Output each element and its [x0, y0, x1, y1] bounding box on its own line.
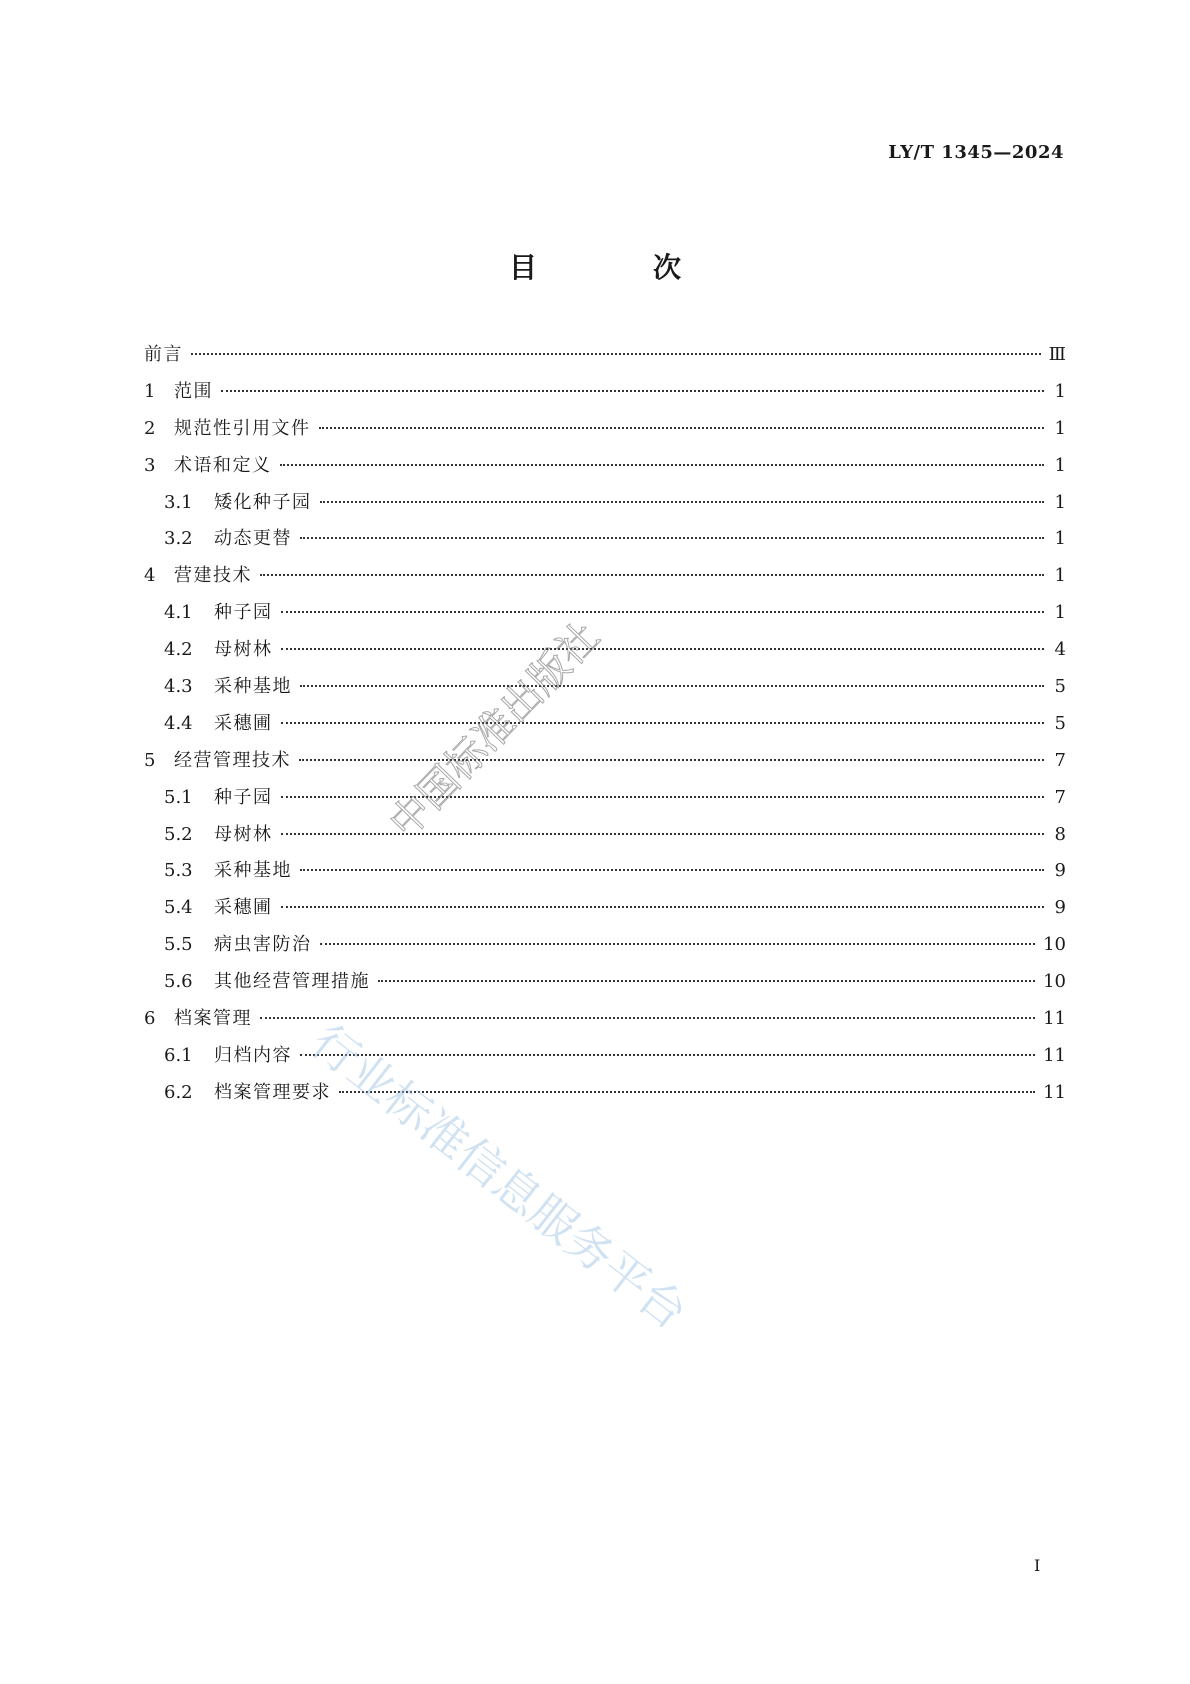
- toc-entry[interactable]: [144, 598, 1066, 635]
- toc-entry[interactable]: [144, 709, 1066, 746]
- toc-entry[interactable]: [144, 524, 1066, 561]
- toc-dot-leader: [319, 427, 1045, 429]
- toc-entry-page: 10: [1043, 971, 1066, 993]
- toc-entry-label: 档案管理要求: [214, 1081, 331, 1103]
- toc-entry[interactable]: [144, 488, 1066, 525]
- toc-dot-leader: [281, 796, 1045, 798]
- toc-entry-number: 5.4: [164, 897, 193, 919]
- toc-dot-leader: [320, 943, 1036, 945]
- toc-entry-label: 其他经营管理措施: [214, 971, 370, 993]
- toc-entry[interactable]: [144, 856, 1066, 893]
- toc-entry-number: 2: [144, 417, 156, 439]
- table-of-contents: [144, 340, 1066, 1115]
- toc-entry-label: 归档内容: [214, 1044, 292, 1066]
- toc-entry-label: 采种基地: [214, 676, 292, 698]
- toc-entry-page: 1: [1054, 454, 1066, 476]
- toc-entry-label: 种子园: [214, 602, 273, 624]
- toc-dot-leader: [191, 353, 1041, 355]
- toc-entry-label: 采种基地: [214, 860, 292, 882]
- toc-entry-label: 采穗圃: [214, 897, 273, 919]
- toc-entry-number: 3.2: [164, 528, 193, 550]
- toc-entry[interactable]: [144, 561, 1066, 598]
- toc-dot-leader: [300, 869, 1044, 871]
- toc-dot-leader: [320, 501, 1045, 503]
- toc-entry-page: 5: [1054, 676, 1066, 698]
- toc-entry-label: 档案管理: [174, 1008, 252, 1030]
- toc-entry[interactable]: [144, 783, 1066, 820]
- toc-entry[interactable]: [144, 1004, 1066, 1041]
- toc-entry-page: 4: [1054, 639, 1066, 661]
- toc-entry[interactable]: [144, 340, 1066, 377]
- toc-dot-leader: [281, 611, 1045, 613]
- toc-entry[interactable]: [144, 930, 1066, 967]
- toc-dot-leader: [281, 906, 1045, 908]
- watermark-platform: 行业标准信息服务平台: [301, 1014, 698, 1340]
- toc-entry-number: 5.6: [164, 971, 193, 993]
- toc-entry-page: 5: [1054, 712, 1066, 734]
- toc-entry[interactable]: [144, 1041, 1066, 1078]
- toc-entry-number: 5: [144, 749, 156, 771]
- watermark-publisher: 中国标准出版社: [380, 613, 609, 847]
- toc-entry-page: Ⅲ: [1048, 344, 1066, 365]
- toc-entry[interactable]: [144, 1078, 1066, 1115]
- toc-entry-page: 8: [1054, 823, 1066, 845]
- toc-entry-number: 5.1: [164, 786, 193, 808]
- toc-entry-page: 1: [1054, 565, 1066, 587]
- toc-dot-leader: [299, 759, 1044, 761]
- toc-entry-label: 规范性引用文件: [174, 417, 311, 439]
- toc-entry-number: 4.1: [164, 602, 193, 624]
- toc-title: 目 次: [508, 251, 725, 284]
- toc-entry-page: 7: [1054, 749, 1066, 771]
- toc-entry[interactable]: [144, 672, 1066, 709]
- toc-entry-page: 1: [1054, 491, 1066, 513]
- toc-dot-leader: [300, 537, 1044, 539]
- toc-entry-page: 10: [1043, 934, 1066, 956]
- toc-entry-page: 9: [1054, 897, 1066, 919]
- toc-entry-label: 前言: [144, 344, 183, 365]
- toc-entry-number: 1: [144, 380, 156, 402]
- toc-entry-label: 矮化种子园: [214, 491, 312, 513]
- toc-entry-page: 11: [1043, 1044, 1066, 1066]
- toc-entry[interactable]: [144, 893, 1066, 930]
- toc-entry-label: 术语和定义: [174, 454, 272, 476]
- toc-entry-label: 动态更替: [214, 528, 292, 550]
- toc-entry-number: 3: [144, 454, 156, 476]
- toc-entry-page: 11: [1043, 1008, 1066, 1030]
- toc-dot-leader: [281, 722, 1045, 724]
- toc-entry-number: 4.3: [164, 676, 193, 698]
- toc-dot-leader: [221, 390, 1044, 392]
- toc-dot-leader: [281, 833, 1045, 835]
- toc-entry[interactable]: [144, 746, 1066, 783]
- toc-dot-leader: [339, 1091, 1035, 1093]
- toc-entry-page: 1: [1054, 528, 1066, 550]
- toc-dot-leader: [280, 464, 1045, 466]
- toc-entry-number: 5.2: [164, 823, 193, 845]
- toc-entry-page: 1: [1054, 602, 1066, 624]
- toc-entry[interactable]: [144, 377, 1066, 414]
- toc-entry-page: 7: [1054, 786, 1066, 808]
- toc-entry-page: 9: [1054, 860, 1066, 882]
- toc-entry-number: 4.2: [164, 639, 193, 661]
- toc-entry-number: 6.1: [164, 1044, 193, 1066]
- toc-entry-label: 病虫害防治: [214, 934, 312, 956]
- toc-entry[interactable]: [144, 820, 1066, 857]
- toc-dot-leader: [378, 980, 1035, 982]
- standard-code: LY/T 1345—2024: [888, 142, 1064, 163]
- toc-entry-page: 1: [1054, 417, 1066, 439]
- toc-entry-label: 采穗圃: [214, 712, 273, 734]
- toc-entry[interactable]: [144, 967, 1066, 1004]
- toc-entry-label: 母树林: [214, 823, 273, 845]
- toc-entry-number: 4.4: [164, 712, 193, 734]
- toc-dot-leader: [281, 648, 1045, 650]
- toc-entry-label: 范围: [174, 380, 213, 402]
- toc-dot-leader: [300, 685, 1044, 687]
- toc-entry-number: 5.3: [164, 860, 193, 882]
- toc-entry-label: 营建技术: [174, 565, 252, 587]
- toc-entry-page: 11: [1043, 1081, 1066, 1103]
- toc-entry-number: 4: [144, 565, 156, 587]
- toc-entry[interactable]: [144, 414, 1066, 451]
- toc-entry-label: 种子园: [214, 786, 273, 808]
- toc-entry[interactable]: [144, 635, 1066, 672]
- toc-entry[interactable]: [144, 451, 1066, 488]
- toc-dot-leader: [300, 1054, 1035, 1056]
- toc-entry-number: 5.5: [164, 934, 193, 956]
- toc-entry-page: 1: [1054, 380, 1066, 402]
- page-number: I: [1034, 1556, 1041, 1575]
- toc-dot-leader: [260, 1017, 1035, 1019]
- toc-dot-leader: [260, 574, 1044, 576]
- toc-entry-number: 6: [144, 1008, 156, 1030]
- toc-entry-label: 母树林: [214, 639, 273, 661]
- toc-entry-number: 3.1: [164, 491, 193, 513]
- toc-entry-label: 经营管理技术: [174, 749, 291, 771]
- toc-entry-number: 6.2: [164, 1081, 193, 1103]
